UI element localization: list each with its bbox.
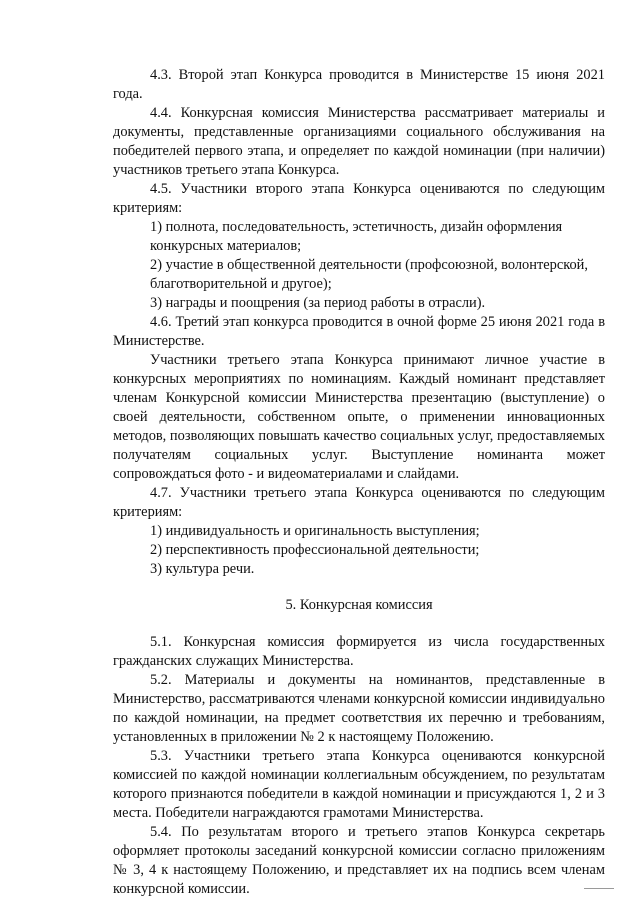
section-5-heading: 5. Конкурсная комиссия: [285, 597, 433, 613]
paragraph-5-1: 5.1. Конкурсная комиссия формируется из числа государственных гражданских служащих Министерства.: [113, 634, 605, 669]
criterion-stage3-2: 2) перспективность профессиональной деятельности;: [150, 542, 480, 558]
paragraph-4-3: 4.3. Второй этап Конкурса проводится в Министерстве 15 июня 2021 года.: [113, 67, 605, 102]
criterion-stage2-3: 3) награды и поощрения (за период работы в отрасли).: [150, 295, 486, 311]
paragraph-5-3: 5.3. Участники третьего этапа Конкурса оцениваются конкурсной комиссией по каждой номинации коллегиальным обсуждением, по результатам которого признаются победители в каждой номинации и присуждаются 1, 2 и 3 места. Победители награждаются грамотами Министерства.: [113, 748, 605, 821]
paragraph-4-5: 4.5. Участники второго этапа Конкурса оцениваются по следующим критериям:: [113, 181, 605, 216]
paragraph-4-6: 4.6. Третий этап конкурса проводится в очной форме 25 июня 2021 года в Министерстве.: [113, 314, 605, 349]
paragraph-4-4: 4.4. Конкурсная комиссия Министерства рассматривает материалы и документы, представленные организациями социального обслуживания на победителей первого этапа, и определяет по каждой номинации (при наличии) участников третьего этапа Конкурса.: [113, 105, 605, 178]
page-corner-mark: [584, 888, 614, 889]
paragraph-5-4: 5.4. По результатам второго и третьего этапов Конкурса секретарь оформляет протоколы заседаний конкурсной комиссии согласно приложениям № 3, 4 к настоящему Положению, и представляет их на подпись всем членам конкурсной комиссии.: [113, 824, 605, 897]
paragraph-4-6-details: Участники третьего этапа Конкурса принимают личное участие в конкурсных мероприятиях по номинациям. Каждый номинант представляет членам Конкурсной комиссии Министерства презентацию (выступление) о своей деятельности, собственном опыте, о применении инновационных методов, позволяющих повышать качество социальных услуг, предоставляемых получателям социальных услуг. Выступление номинанта может сопровождаться фото - и видеоматериалами и слайдами.: [113, 352, 605, 482]
document-body: [113, 66, 605, 899]
criterion-stage2-1: 1) полнота, последовательность, эстетичность, дизайн оформления конкурсных материалов;: [150, 219, 563, 254]
paragraph-4-7: 4.7. Участники третьего этапа Конкурса оцениваются по следующим критериям:: [113, 485, 605, 520]
criterion-stage3-3: 3) культура речи.: [150, 561, 255, 577]
paragraph-5-2: 5.2. Материалы и документы на номинантов, представленные в Министерство, рассматриваются членами конкурсной комиссии индивидуально по каждой номинации, на предмет соответствия их перечню и требованиям, установленных в приложении № 2 к настоящему Положению.: [113, 672, 605, 745]
criterion-stage3-1: 1) индивидуальность и оригинальность выступления;: [150, 523, 480, 539]
criterion-stage2-2: 2) участие в общественной деятельности (профсоюзной, волонтерской, благотворительной и другое);: [150, 257, 588, 292]
